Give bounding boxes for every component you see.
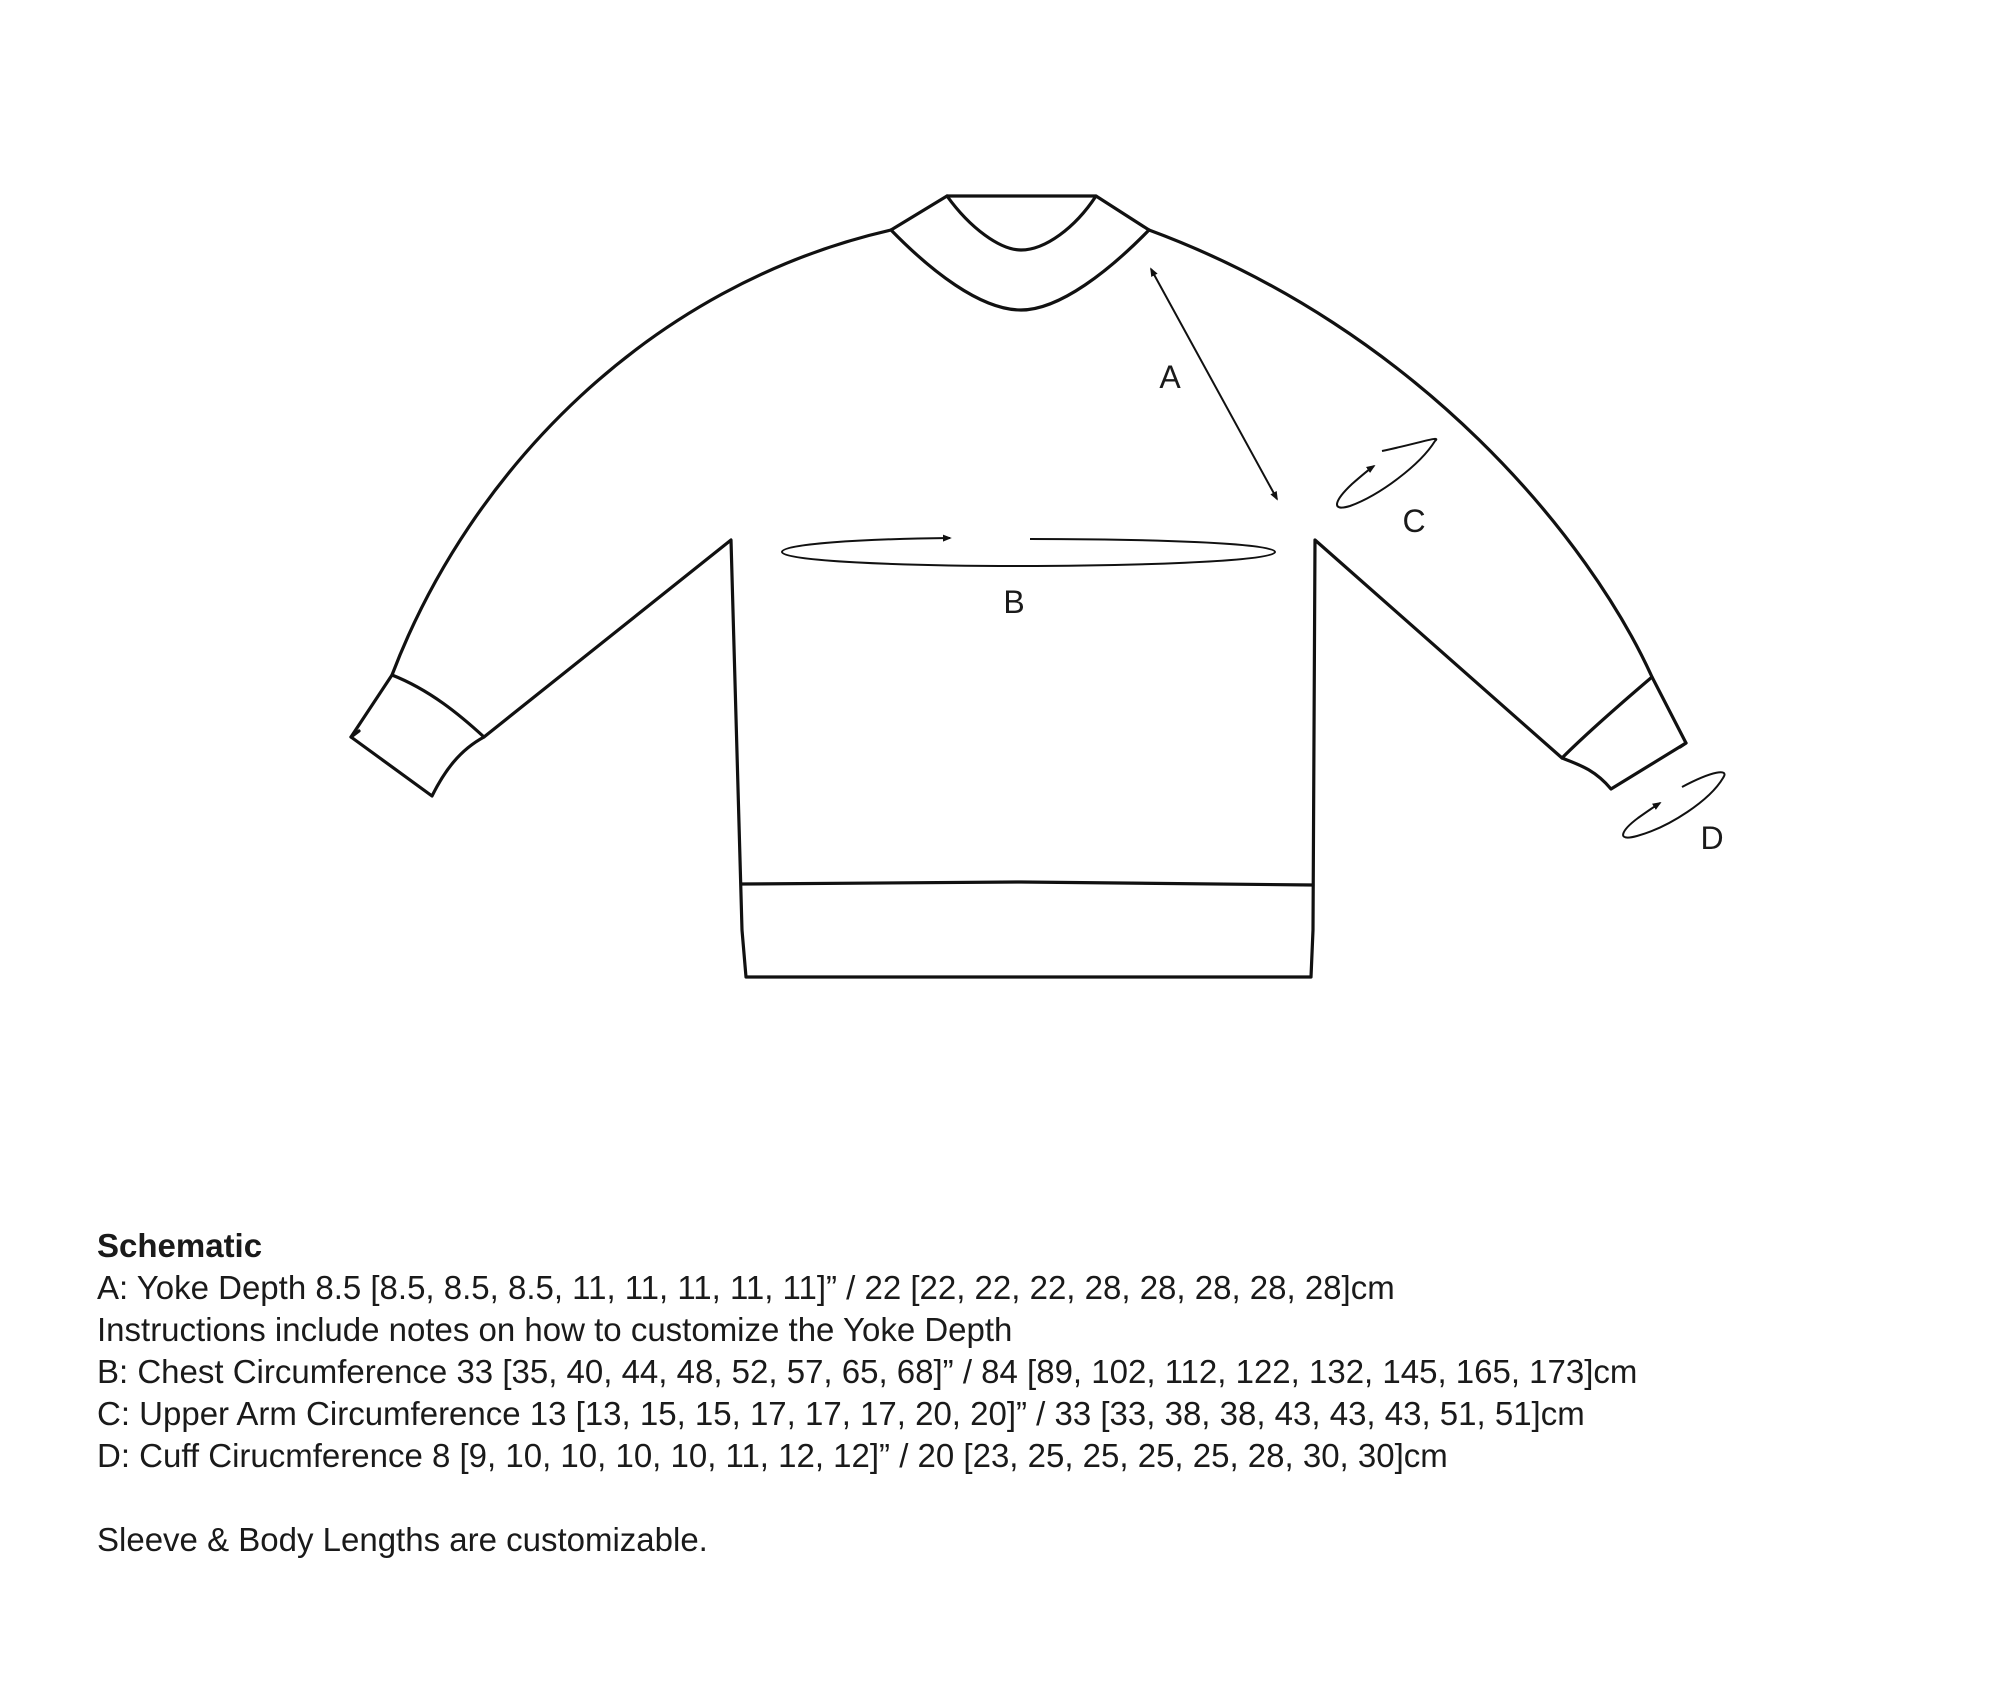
right-cuff-tip bbox=[1680, 743, 1686, 747]
collar-band bbox=[891, 196, 1149, 230]
label-a: A bbox=[1159, 359, 1181, 395]
note-customizable-lengths: Sleeve & Body Lengths are customizable. bbox=[97, 1521, 708, 1558]
note-yoke-instructions: Instructions include notes on how to customize the Yoke Depth bbox=[97, 1311, 1013, 1348]
label-d: D bbox=[1700, 820, 1724, 856]
label-b: B bbox=[1003, 584, 1025, 620]
collar-outer bbox=[891, 230, 1149, 310]
schematic-notes bbox=[97, 1225, 1957, 1561]
hem-band bbox=[742, 882, 1313, 885]
note-cuff-circumference: D: Cuff Cirucmference 8 [9, 10, 10, 10, 10, 11, 12, 12]” / 20 [23, 25, 25, 25, 25, 28, 30, 30]cm bbox=[97, 1437, 1448, 1474]
collar-inner bbox=[947, 196, 1096, 250]
label-c: C bbox=[1402, 503, 1426, 539]
upper-arm-circumference-ellipse bbox=[1337, 439, 1436, 508]
right-cuff bbox=[1562, 677, 1686, 789]
notes-title: Schematic bbox=[97, 1227, 263, 1264]
notes-spacer bbox=[97, 1477, 1957, 1519]
note-upper-arm-circumference: C: Upper Arm Circumference 13 [13, 15, 15, 17, 17, 17, 20, 20]” / 33 [33, 38, 38, 43, 43, 43, 51, 51]cm bbox=[97, 1395, 1585, 1432]
note-chest-circumference: B: Chest Circumference 33 [35, 40, 44, 48, 52, 57, 65, 68]” / 84 [89, 102, 112, 122, 132, 145, 165, 173]cm bbox=[97, 1353, 1638, 1390]
note-yoke-depth: A: Yoke Depth 8.5 [8.5, 8.5, 8.5, 11, 11, 11, 11, 11]” / 22 [22, 22, 22, 28, 28, 28, 28, 28]cm bbox=[97, 1269, 1395, 1306]
left-cuff bbox=[351, 675, 484, 796]
chest-circumference-ellipse bbox=[782, 538, 1275, 566]
